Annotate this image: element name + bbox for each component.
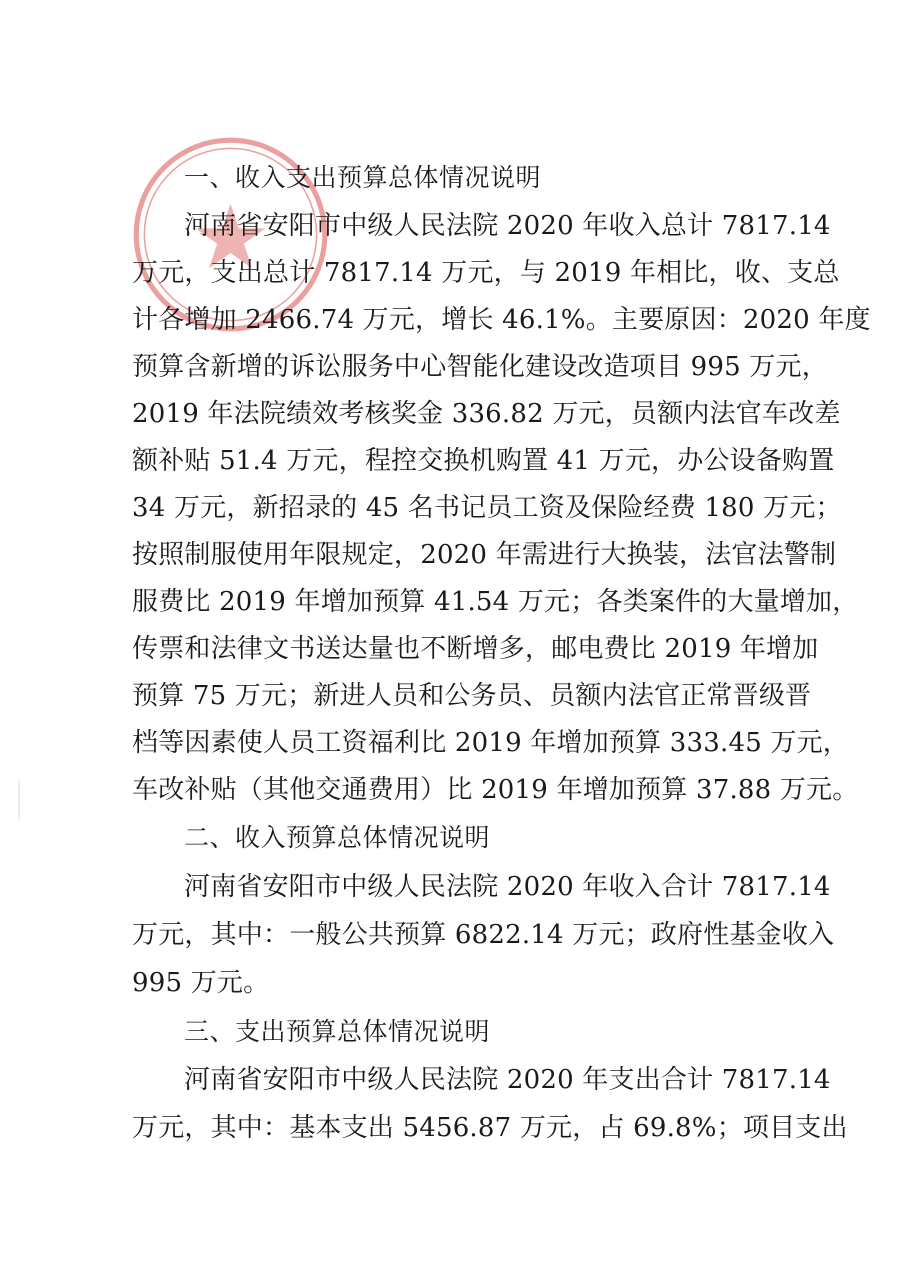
- section1-line: 34 万元，新招录的 45 名书记员工资及保险经费 180 万元；: [132, 493, 842, 523]
- section2-line: 万元，其中：一般公共预算 6822.14 万元；政府性基金收入: [132, 920, 835, 950]
- section1-line: 额补贴 51.4 万元，程控交换机购置 41 万元，办公设备购置: [132, 446, 835, 476]
- section1-line: 计各增加 2466.74 万元，增长 46.1%。主要原因：2020 年度: [132, 305, 871, 335]
- section2-line: 995 万元。: [132, 968, 270, 998]
- section1-line: 2019 年法院绩效考核奖金 336.82 万元，员额内法官车改差: [132, 399, 841, 429]
- section1-line: 服费比 2019 年增加预算 41.54 万元；各类案件的大量增加，: [132, 587, 859, 617]
- section2-line: 河南省安阳市中级人民法院 2020 年收入合计 7817.14: [184, 872, 831, 902]
- section1-heading: 一、收入支出预算总体情况说明: [184, 163, 542, 192]
- section3-heading: 三、支出预算总体情况说明: [184, 1017, 491, 1046]
- section1-line: 档等因素使人员工资福利比 2019 年增加预算 333.45 万元，: [132, 728, 850, 758]
- section3-line: 河南省安阳市中级人民法院 2020 年支出合计 7817.14: [184, 1065, 831, 1095]
- section1-line: 预算含新增的诉讼服务中心智能化建设改造项目 995 万元，: [132, 352, 828, 382]
- section2-heading: 二、收入预算总体情况说明: [184, 823, 491, 852]
- section3-line: 万元，其中：基本支出 5456.87 万元，占 69.8%；项目支出: [132, 1113, 848, 1143]
- section1-line: 河南省安阳市中级人民法院 2020 年收入总计 7817.14: [184, 211, 831, 241]
- section1-line: 按照制服使用年限规定，2020 年需进行大换装，法官法警制: [132, 540, 837, 570]
- scan-margin-mark: [18, 780, 20, 820]
- section1-line: 预算 75 万元；新进人员和公务员、员额内法官正常晋级晋: [132, 681, 812, 711]
- section1-line: 车改补贴（其他交通费用）比 2019 年增加预算 37.88 万元。: [132, 775, 859, 805]
- section1-line: 万元，支出总计 7817.14 万元，与 2019 年相比，收、支总: [132, 258, 840, 288]
- section1-line: 传票和法律文书送达量也不断增多，邮电费比 2019 年增加: [132, 634, 819, 664]
